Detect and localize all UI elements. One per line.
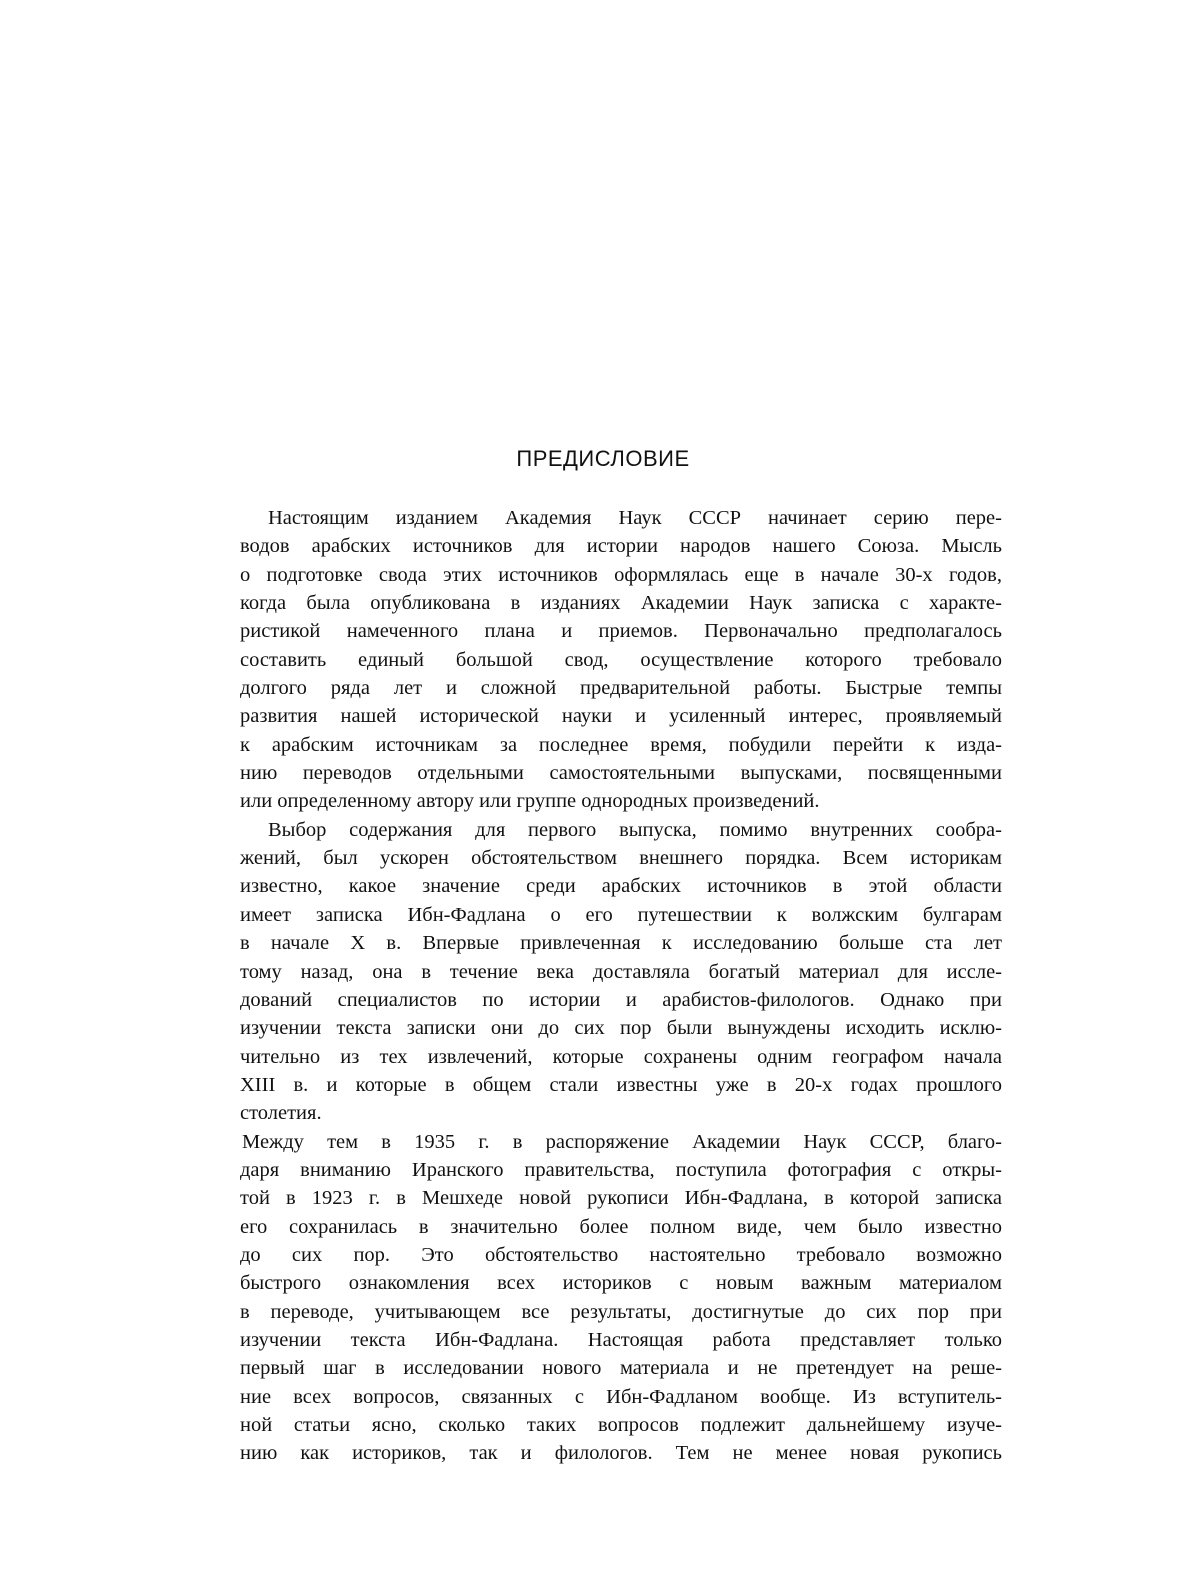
text-line: долгого ряда лет и сложной предварительной работы. Быстрые темпы	[240, 677, 1002, 700]
text-line: Настоящим изданием Академия Наук СССР начинает серию пере-	[268, 507, 1002, 529]
text-line: изучении текста записки они до сих пор были вынуждены исходить исклю-	[240, 1017, 1002, 1040]
text-line: ние всех вопросов, связанных с Ибн-Фадланом вообще. Из вступитель-	[240, 1385, 1002, 1408]
text-line: развития нашей исторической науки и усиленный интерес, проявляемый	[240, 705, 1002, 728]
text-line: в переводе, учитывающем все результаты, достигнутые до сих пор при	[240, 1300, 1002, 1323]
text-line: чительно из тех извлечений, которые сохранены одним географом начала	[240, 1045, 1002, 1068]
text-line: Между тем в 1935 г. в распоряжение Академии Наук СССР, благо-	[242, 1130, 1002, 1153]
text-line: водов арабских источников для истории народов нашего Союза. Мысль	[240, 535, 1002, 558]
text-line: жений, был ускорен обстоятельством внешнего порядка. Всем историкам	[240, 847, 1002, 870]
text-line: Выбор содержания для первого выпуска, помимо внутренних сообра-	[268, 818, 1002, 841]
text-line: в начале X в. Впервые привлеченная к исследованию больше ста лет	[240, 932, 1002, 955]
text-line: ной статьи ясно, сколько таких вопросов подлежит дальнейшему изуче-	[240, 1414, 1002, 1436]
text-line: к арабским источникам за последнее время, побудили перейти к изда-	[240, 733, 1002, 756]
text-line: быстрого ознакомления всех историков с новым важным материалом	[240, 1272, 1002, 1295]
text-line: XIII в. и которые в общем стали известны уже в 20-х годах прошлого	[240, 1073, 1002, 1096]
text-line: первый шаг в исследовании нового материала и не претендует на реше-	[240, 1357, 1002, 1380]
text-line: изучении текста Ибн-Фадлана. Настоящая работа представляет только	[240, 1328, 1002, 1351]
text-line: той в 1923 г. в Мешхеде новой рукописи Ибн-Фадлана, в которой записка	[240, 1187, 1002, 1210]
paragraph	[240, 1128, 1002, 1468]
text-line: составить единый большой свод, осуществление которого требовало	[240, 648, 1002, 671]
text-line: нию переводов отдельными самостоятельными выпусками, посвященными	[240, 762, 1002, 785]
text-line: тому назад, она в течение века доставляла богатый материал для иссле-	[240, 960, 1002, 983]
text-line: дований специалистов по истории и арабистов-филологов. Однако при	[240, 988, 1002, 1011]
text-line: его сохранилась в значительно более полном виде, чем было известно	[240, 1215, 1002, 1238]
text-line: столетия.	[240, 1102, 322, 1125]
text-line: когда была опубликована в изданиях Академии Наук записка с характе-	[240, 592, 1002, 615]
paragraph	[240, 504, 1002, 816]
text-line: нию как историков, так и филологов. Тем не менее новая рукопись	[240, 1442, 1002, 1465]
text-line: до сих пор. Это обстоятельство настоятельно требовало возможно	[240, 1243, 1002, 1266]
text-line: даря вниманию Иранского правительства, поступила фотография с откры-	[240, 1158, 1002, 1181]
text-line: или определенному автору или группе однородных произведений.	[240, 790, 820, 813]
paragraph	[240, 816, 1002, 1128]
document-body	[240, 504, 1002, 1468]
text-line: имеет записка Ибн-Фадлана о его путешествии к волжским булгарам	[240, 903, 1002, 926]
text-line: о подготовке свода этих источников оформлялась еще в начале 30-х годов,	[240, 563, 1002, 586]
text-line: известно, какое значение среди арабских источников в этой области	[240, 875, 1002, 898]
text-line: ристикой намеченного плана и приемов. Первоначально предполагалось	[240, 620, 1002, 643]
page-title: ПРЕДИСЛОВИЕ	[516, 446, 690, 471]
